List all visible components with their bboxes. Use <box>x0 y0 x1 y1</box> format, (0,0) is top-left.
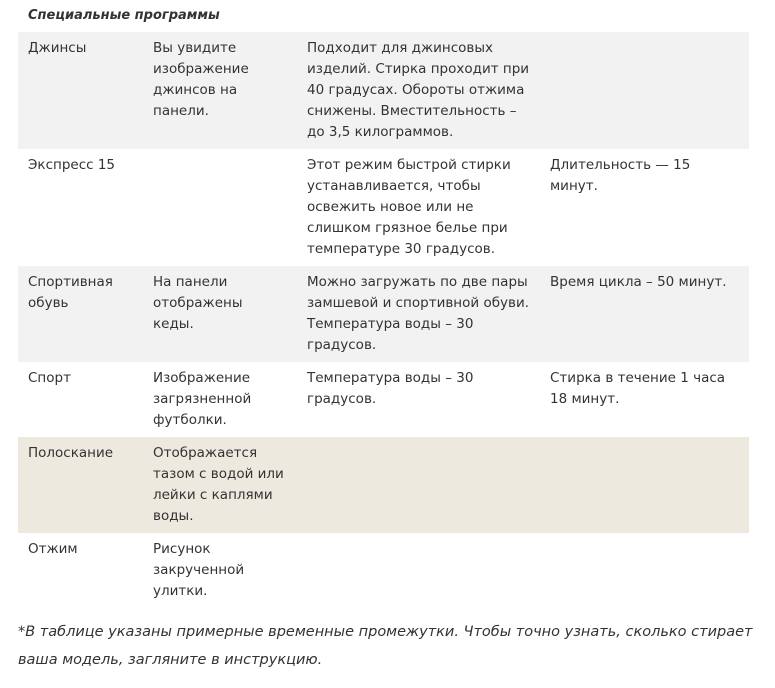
program-duration-cell <box>540 533 749 629</box>
footnote: *В таблице указаны примерные временные промежутки. Чтобы точно узнать, сколько стирает ваша модель, загляните в инструкцию. <box>18 624 753 668</box>
program-description-cell <box>297 533 540 629</box>
table-row <box>18 266 749 362</box>
program-icon-cell <box>143 149 297 266</box>
table-row <box>18 149 749 266</box>
program-duration-cell: Время цикла – 50 минут. <box>540 266 749 362</box>
program-name-cell: Экспресс 15 <box>18 149 143 266</box>
program-name-cell: Джинсы <box>18 32 143 149</box>
program-description-cell: Подходит для джинсовых изделий. Стирка проходит при 40 градусах. Обороты отжима снижены. Вместительность – до 3,5 килограммов. <box>297 32 540 149</box>
program-description-cell: Этот режим быстрой стирки устанавливается, чтобы освежить новое или не слишком грязное белье при температуре 30 градусов. <box>297 149 540 266</box>
program-description-cell: Температура воды – 30 градусов. <box>297 362 540 437</box>
program-icon-cell: Вы увидите изображение джинсов на панели. <box>143 32 297 149</box>
program-duration-cell: Длительность — 15 минут. <box>540 149 749 266</box>
program-icon-cell: Отображается тазом с водой или лейки с каплями воды. <box>143 437 297 533</box>
program-name-cell: Спорт <box>18 362 143 437</box>
program-name-cell: Отжим <box>18 533 143 629</box>
program-icon-cell: Изображение загрязненной футболки. <box>143 362 297 437</box>
program-icon-cell: Рисунок закрученной улитки. <box>143 533 297 629</box>
program-description-cell: Можно загружать по две пары замшевой и спортивной обуви. Температура воды – 30 градусов. <box>297 266 540 362</box>
table-row <box>18 533 749 629</box>
program-duration-cell: Стирка в течение 1 часа 18 минут. <box>540 362 749 437</box>
section-title: Специальные программы <box>28 8 220 23</box>
table-row <box>18 362 749 437</box>
program-duration-cell <box>540 437 749 533</box>
program-duration-cell <box>540 32 749 149</box>
table-row <box>18 437 749 533</box>
table-row <box>18 32 749 149</box>
program-name-cell: Спортивная обувь <box>18 266 143 362</box>
programs-table <box>18 32 749 629</box>
program-name-cell: Полоскание <box>18 437 143 533</box>
program-description-cell <box>297 437 540 533</box>
program-icon-cell: На панели отображены кеды. <box>143 266 297 362</box>
